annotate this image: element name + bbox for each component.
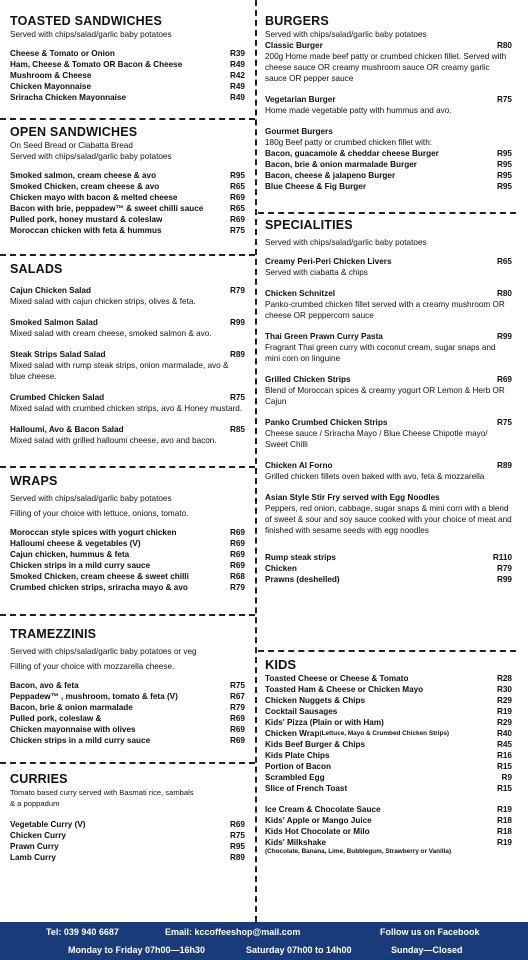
item-price: R75 <box>229 831 245 840</box>
item-price: R95 <box>496 160 512 169</box>
item-name: Thai Green Prawn Curry Pasta <box>265 332 383 341</box>
menu-list <box>10 527 245 593</box>
item-name: Cocktail Sausages <box>265 707 338 716</box>
drinks-list <box>265 804 512 848</box>
menu-item <box>10 830 245 841</box>
item-name: Bacon, brie & onion marmalade Burger <box>265 160 417 169</box>
item-price: R68 <box>229 572 245 581</box>
menu-item <box>10 582 245 593</box>
tramezzinis-section <box>0 627 255 746</box>
item-price: R95 <box>229 842 245 851</box>
menu-item <box>265 148 512 159</box>
item-name: Ice Cream & Chocolate Sauce <box>265 805 381 814</box>
item-price: R110 <box>492 553 512 562</box>
item-price: R69 <box>229 820 245 829</box>
menu-item <box>265 706 512 717</box>
item-price: R9 <box>501 773 512 782</box>
item-price: R99 <box>496 575 512 584</box>
toasted-sandwiches-section <box>0 14 255 103</box>
item-description: Mixed salad with cajun chicken strips, olives & feta. <box>10 297 196 306</box>
item-name: Rump steak strips <box>265 553 336 562</box>
item-price: R49 <box>229 82 245 91</box>
item-price: R67 <box>229 692 245 701</box>
item-price: R89 <box>229 853 245 862</box>
menu-item <box>10 819 245 830</box>
menu-item <box>265 331 512 342</box>
item-price: R95 <box>496 149 512 158</box>
item-price: R95 <box>496 182 512 191</box>
menu-item <box>10 70 245 81</box>
stirfry-options <box>265 552 512 585</box>
item-price: R69 <box>229 539 245 548</box>
item-price: R28 <box>496 674 512 683</box>
item-price: R89 <box>496 461 512 470</box>
menu-item <box>10 317 245 328</box>
section-title: CURRIES <box>10 772 68 786</box>
item-name: Bacon, brie & onion marmalade <box>10 703 133 712</box>
divider <box>0 614 255 616</box>
section-subtitle: On Seed Bread or Ciabatta Bread <box>10 141 133 150</box>
item-name: Peppadew™ , mushroom, tomato & feta (V) <box>10 692 178 701</box>
menu-item <box>10 571 245 582</box>
item-name: Smoked salmon, cream cheese & avo <box>10 171 157 180</box>
item-price: R69 <box>496 375 512 384</box>
item-name: Pulled pork, honey mustard & coleslaw <box>10 215 163 224</box>
menu-item <box>265 673 512 684</box>
item-name: Cajun chicken, hummus & feta <box>10 550 130 559</box>
item-description: Mixed salad with rump steak strips, onion marmalade, avo & blue cheese. <box>10 361 229 381</box>
item-price: R79 <box>496 564 512 573</box>
menu-item <box>10 81 245 92</box>
menu-item <box>265 288 512 299</box>
item-name: Vegetable Curry (V) <box>10 820 86 829</box>
divider <box>258 650 516 652</box>
menu-item <box>265 804 512 815</box>
item-name: Cheese & Tomato or Onion <box>10 49 115 58</box>
item-name: Bacon, cheese & jalapeno Burger <box>265 171 396 180</box>
menu-item <box>10 285 245 296</box>
item-price: R16 <box>496 751 512 760</box>
section-subtitle: Served with chips/salad/garlic baby potatoes <box>265 238 427 247</box>
open-sandwiches-section <box>0 125 255 236</box>
section-title: SALADS <box>10 262 63 276</box>
item-name: Toasted Ham & Cheese or Chicken Mayo <box>265 685 424 694</box>
item-name: Pulled pork, coleslaw & <box>10 714 102 723</box>
menu-item <box>10 702 245 713</box>
menu-item <box>265 837 512 848</box>
footer-phone: Tel: 039 940 6687 <box>46 927 119 937</box>
curries-section <box>0 772 255 863</box>
item-price: R75 <box>229 226 245 235</box>
menu-item <box>10 203 245 214</box>
section-subtitle: Served with chips/salad/garlic baby potatoes <box>10 494 172 503</box>
menu-item <box>10 192 245 203</box>
item-price: R18 <box>496 827 512 836</box>
item-price: R65 <box>229 204 245 213</box>
item-description: Mixed salad with cream cheese, smoked salmon & avo. <box>10 329 212 338</box>
menu-item <box>10 349 245 360</box>
item-description: Cheese sauce / Sriracha Mayo / Blue Cheese Chipotle mayo/ Sweet Chilli <box>265 429 488 449</box>
section-subtitle: Served with chips/salad/garlic baby potatoes <box>10 152 172 161</box>
item-name: Slice of French Toast <box>265 784 348 793</box>
menu-list <box>265 256 512 546</box>
item-price: R75 <box>496 418 512 427</box>
item-name: Kids' Milkshake <box>265 838 327 847</box>
item-price: R69 <box>229 528 245 537</box>
item-price: R65 <box>229 182 245 191</box>
item-name: Toasted Cheese or Cheese & Tomato <box>265 674 409 683</box>
footer-facebook[interactable]: Follow us on Facebook <box>380 927 480 937</box>
item-name: Moroccan chicken with feta & hummus <box>10 226 162 235</box>
menu-item <box>10 713 245 724</box>
footer-sunday-hours: Sunday—Closed <box>391 945 463 955</box>
menu-item <box>10 170 245 181</box>
item-description: Peppers, red onion, cabbage, sugar snaps & mini corn with a blend of sweet & sour and soy sauce cooked with your choice of meat and finished with sesame seeds with egg noodles <box>265 504 512 535</box>
divider <box>0 118 255 120</box>
item-name: Blue Cheese & Fig Burger <box>265 182 367 191</box>
section-title: SPECIALITIES <box>265 218 353 232</box>
item-price: R69 <box>229 725 245 734</box>
menu-item <box>265 783 512 794</box>
section-subtitle: Served with chips/salad/garlic baby potatoes <box>265 30 427 39</box>
menu-item <box>265 750 512 761</box>
menu-item <box>265 826 512 837</box>
menu-item <box>265 40 512 51</box>
item-name: Chicken <box>265 564 297 573</box>
specialities-section <box>258 218 516 585</box>
item-price: R49 <box>229 93 245 102</box>
menu-list <box>10 48 245 103</box>
menu-item <box>10 392 245 403</box>
item-name: Bacon with brie, peppadew™ & sweet chilli sauce <box>10 204 204 213</box>
item-price: R75 <box>496 95 512 104</box>
item-name: Kids Hot Chocolate or Milo <box>265 827 370 836</box>
item-name: Panko Crumbed Chicken Strips <box>265 418 388 427</box>
menu-list <box>265 148 512 192</box>
menu-item <box>10 724 245 735</box>
item-name: Chicken Al Forno <box>265 461 333 470</box>
salads-section <box>0 262 255 456</box>
menu-item <box>265 695 512 706</box>
item-price: R69 <box>229 550 245 559</box>
item-price: R45 <box>496 740 512 749</box>
item-price: R69 <box>229 193 245 202</box>
item-name: Mushroom & Cheese <box>10 71 92 80</box>
menu-item <box>10 424 245 435</box>
menu-item <box>10 841 245 852</box>
item-price: R65 <box>496 257 512 266</box>
item-price: R99 <box>496 332 512 341</box>
item-name: Smoked Chicken, cream cheese & avo <box>10 182 160 191</box>
menu-item <box>265 563 512 574</box>
section-title: BURGERS <box>265 14 329 28</box>
item-price: R95 <box>229 171 245 180</box>
footer-saturday-hours: Saturday 07h00 to 14h00 <box>246 945 352 955</box>
divider <box>0 466 255 468</box>
menu-item <box>10 560 245 571</box>
menu-item <box>10 527 245 538</box>
footer-email[interactable]: Email: kccoffeeshop@mail.com <box>165 927 301 937</box>
item-price <box>488 492 512 503</box>
item-description: Mixed salad with grilled halloumi cheese, avo and bacon. <box>10 436 217 445</box>
item-price: R42 <box>229 71 245 80</box>
item-name: Chicken strips in a mild curry sauce <box>10 736 151 745</box>
item-name: Halloumi cheese & vegetables (V) <box>10 539 141 548</box>
item-name: Chicken Nuggets & Chips <box>265 696 366 705</box>
item-name: Portion of Bacon <box>265 762 331 771</box>
item-description: Home made vegetable patty with hummus and avo. <box>265 106 452 115</box>
menu-item <box>10 214 245 225</box>
menu-item <box>10 691 245 702</box>
menu-item <box>10 92 245 103</box>
item-name: Grilled Chicken Strips <box>265 375 351 384</box>
menu-item <box>265 739 512 750</box>
item-name: Chicken mayo with bacon & melted cheese <box>10 193 178 202</box>
column-divider <box>255 0 257 922</box>
gourmet-subtitle: 180g Beef patty or crumbed chicken fillet with: <box>265 138 433 147</box>
item-name: Sriracha Chicken Mayonnaise <box>10 93 127 102</box>
menu-item <box>265 684 512 695</box>
section-subtitle: & a poppadum <box>10 799 60 808</box>
item-price: R99 <box>229 318 245 327</box>
item-price: R29 <box>496 718 512 727</box>
wraps-section <box>0 474 255 593</box>
item-price: R79 <box>229 286 245 295</box>
item-price: R69 <box>229 561 245 570</box>
menu-item <box>265 181 512 192</box>
item-price: R79 <box>229 703 245 712</box>
menu-item <box>265 815 512 826</box>
item-name: Kids' Apple or Mango Juice <box>265 816 372 825</box>
item-price: R19 <box>496 707 512 716</box>
section-title: TRAMEZZINIS <box>10 627 97 641</box>
divider <box>0 254 255 256</box>
menu-list <box>10 170 245 236</box>
item-price: R80 <box>496 289 512 298</box>
section-subtitle: Filling of your choice with mozzarella cheese. <box>10 662 175 671</box>
item-price: R80 <box>496 41 512 50</box>
item-name: Crumbed Chicken Salad <box>10 393 105 402</box>
item-price: R69 <box>229 714 245 723</box>
footer-weekday-hours: Monday to Friday 07h00—16h30 <box>68 945 206 955</box>
section-subtitle: Filling of your choice with lettuce, onions, tomato. <box>10 509 189 518</box>
item-price: R18 <box>496 816 512 825</box>
item-name: Smoked Chicken, cream cheese & sweet chilli <box>10 572 189 581</box>
menu-item <box>10 538 245 549</box>
menu-list <box>10 819 245 863</box>
item-description: Fragrant Thai green curry with coconut cream, sugar snaps and mini corn on linguine <box>265 343 496 363</box>
menu-list <box>10 680 245 746</box>
menu-item <box>265 159 512 170</box>
item-price: R95 <box>496 171 512 180</box>
menu-item <box>265 460 512 471</box>
milkshake-flavours: (Chocolate, Banana, Lime, Bubblegum, Strawberry or Vanilla) <box>265 848 452 855</box>
menu-item <box>10 680 245 691</box>
item-price: R69 <box>229 215 245 224</box>
menu-item <box>10 181 245 192</box>
item-name: Moroccan style spices with yogurt chicken <box>10 528 177 537</box>
item-name: Crumbed chicken strips, sriracha mayo & avo <box>10 583 188 592</box>
item-name: Prawn Curry <box>10 842 59 851</box>
item-name: Asian Style Stir Fry served with Egg Noodles <box>265 493 440 502</box>
item-description: Blend of Moroccan spices & creamy yogurt OR Lemon & Herb OR Cajun <box>265 386 505 406</box>
item-name: Smoked Salmon Salad <box>10 318 98 327</box>
item-name: Chicken Curry <box>10 831 66 840</box>
menu-item <box>265 717 512 728</box>
item-price: R39 <box>229 49 245 58</box>
item-name: Classic Burger <box>265 41 323 50</box>
item-name: Chicken mayonnaise with olives <box>10 725 136 734</box>
item-price: R79 <box>229 583 245 592</box>
menu-list <box>10 285 245 456</box>
item-name: Kids' Pizza (Plain or with Ham) <box>265 718 384 727</box>
item-price: R40 <box>496 729 512 738</box>
item-price: R89 <box>229 350 245 359</box>
item-description: Mixed salad with crumbed chicken strips, avo & Honey mustard. <box>10 404 243 413</box>
item-name: Kids Beef Burger & Chips <box>265 740 366 749</box>
menu-item <box>10 852 245 863</box>
item-name: Cajun Chicken Salad <box>10 286 91 295</box>
item-price: R75 <box>229 681 245 690</box>
item-name: Bacon, guacamole & cheddar cheese Burger <box>265 149 439 158</box>
item-name: Creamy Peri-Peri Chicken Livers <box>265 257 392 266</box>
item-name: Steak Strips Salad Salad <box>10 350 106 359</box>
item-price: R85 <box>229 425 245 434</box>
section-subtitle: Served with chips/salad/garlic baby potatoes or veg <box>10 647 197 656</box>
section-title: KIDS <box>265 657 297 672</box>
item-name: Bacon, avo & feta <box>10 681 79 690</box>
menu-item <box>10 48 245 59</box>
item-name: Halloumi, Avo & Bacon Salad <box>10 425 124 434</box>
menu-item <box>265 761 512 772</box>
section-subtitle: Tomato based curry served with Basmati rice, sambals <box>10 788 194 797</box>
kids-section <box>258 657 516 855</box>
item-description: Panko-crumbed chicken fillet served with a creamy mushroom OR cheese OR peppercorn sauce <box>265 300 505 320</box>
item-extra: (Lettuce, Mayo & Crumbed Chicken Strips) <box>319 730 450 737</box>
menu-item <box>265 417 512 428</box>
item-name: Scrambled Egg <box>265 773 325 782</box>
item-price: R15 <box>496 784 512 793</box>
gourmet-title: Gourmet Burgers <box>265 127 333 136</box>
divider <box>0 762 255 764</box>
item-name: Chicken Schnitzel <box>265 289 336 298</box>
section-title: WRAPS <box>10 474 58 488</box>
item-name: Kids Plate Chips <box>265 751 330 760</box>
item-name: Lamb Curry <box>10 853 56 862</box>
menu-item <box>265 492 512 503</box>
item-name: Prawns (deshelled) <box>265 575 340 584</box>
item-name: Ham, Cheese & Tomato OR Bacon & Cheese <box>10 60 183 69</box>
menu-item <box>10 225 245 236</box>
item-name: Vegetarian Burger <box>265 95 336 104</box>
menu-item <box>265 374 512 385</box>
menu-item <box>265 772 512 783</box>
menu-item <box>10 549 245 560</box>
menu-item <box>265 552 512 563</box>
divider <box>258 212 516 214</box>
item-price: R75 <box>229 393 245 402</box>
section-title: TOASTED SANDWICHES <box>10 14 162 28</box>
menu-item <box>265 170 512 181</box>
menu-item <box>10 735 245 746</box>
item-name: Chicken Wrap <box>265 729 320 738</box>
item-price: R49 <box>229 60 245 69</box>
item-name: Chicken Mayonnaise <box>10 82 91 91</box>
item-description: 200g Home made beef patty or crumbed chicken fillet. Served with cheese sauce OR creamy mushroom sauce OR creamy garlic sauce OR pepper sauce <box>265 52 507 83</box>
menu-list <box>265 673 512 794</box>
item-name: Chicken strips in a mild curry sauce <box>10 561 151 570</box>
item-price: R29 <box>496 696 512 705</box>
menu-item <box>265 94 512 105</box>
item-price: R30 <box>496 685 512 694</box>
item-description: Served with ciabatta & chips <box>265 268 368 277</box>
menu-item <box>265 728 512 739</box>
item-price: R19 <box>496 838 512 847</box>
menu-item <box>265 574 512 585</box>
footer-bar <box>0 922 528 960</box>
item-description: Grilled chicken fillets oven baked with avo, feta & mozzarella <box>265 472 485 481</box>
section-subtitle: Served with chips/salad/garlic baby potatoes <box>10 30 172 39</box>
menu-item <box>265 256 512 267</box>
section-title: OPEN SANDWICHES <box>10 125 138 139</box>
burgers-section <box>258 14 516 192</box>
item-price: R15 <box>496 762 512 771</box>
menu-item <box>10 59 245 70</box>
item-price: R69 <box>229 736 245 745</box>
item-price: R19 <box>496 805 512 814</box>
